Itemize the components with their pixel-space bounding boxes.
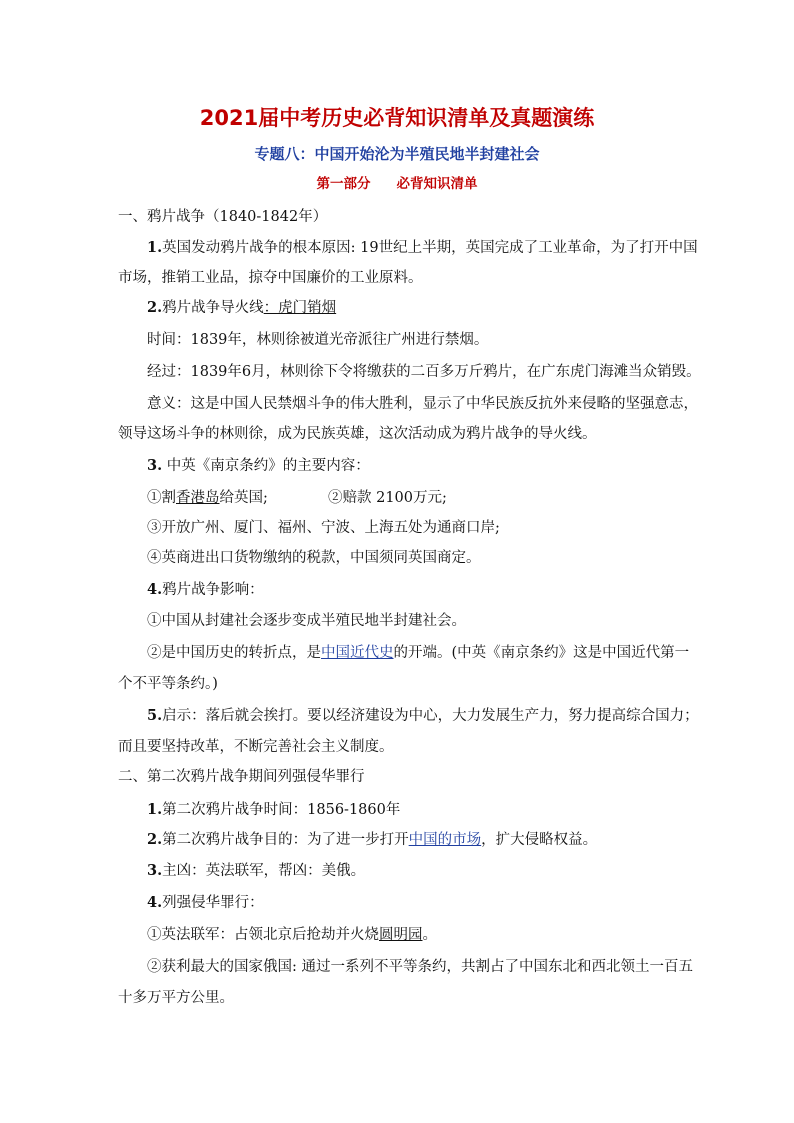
time-line: 时间：1839年，林则徐被道光帝派往广州进行禁烟。: [147, 332, 489, 348]
humen-link[interactable]: ：虎门销烟: [263, 300, 337, 316]
point-text: 列强侵华罪行：: [162, 895, 264, 911]
treaty-item-1: ①割香港岛给英国;: [147, 490, 268, 506]
treaty-item-2: ②赔款 2100万元;: [328, 490, 447, 506]
point-1-line-1: [147, 238, 698, 258]
point-3: [147, 456, 370, 476]
document-title: 2021届中考历史必背知识清单及真题演练: [199, 106, 595, 130]
part-label: 第一部分: [316, 176, 371, 192]
point-number: 4.: [147, 894, 163, 911]
point-number: 1.: [147, 239, 163, 256]
point-number: 1.: [147, 801, 163, 818]
point-number: 2.: [147, 831, 163, 848]
part-heading: [0, 175, 794, 193]
treaty-item-4: ④英商进出口货物缴纳的税款，中国须同英国商定。: [147, 550, 481, 566]
point-5-line-2: 而且要坚持改革，不断完善社会主义制度。: [118, 739, 394, 755]
point-2: [147, 298, 336, 318]
point-text: 英国发动鸦片战争的根本原因: 19世纪上半期，英国完成了工业革命，为了打开中国: [162, 240, 698, 256]
point-text: 第二次鸦片战争时间：1856-1860年: [162, 802, 401, 818]
modern-history-link[interactable]: 中国近代史: [321, 645, 394, 661]
yuanmingyuan-link[interactable]: 圆明园: [379, 927, 423, 943]
part-name: 必背知识清单: [396, 176, 478, 192]
point-text: 鸦片战争影响：: [162, 582, 264, 598]
point-4: [147, 580, 264, 600]
s2-point-3: [147, 861, 365, 881]
significance-line-1: 意义：这是中国人民禁烟斗争的伟大胜利，显示了中华民族反抗外来侵略的坚强意志，: [147, 396, 698, 412]
s2-point-2: 2.第二次鸦片战争目的：为了进一步打开中国的市场，扩大侵略权益。: [147, 831, 598, 848]
s2-point-1: [147, 800, 400, 820]
point-number: 2.: [147, 299, 163, 316]
treaty-item-3: ③开放广州、厦门、福州、宁波、上海五处为通商口岸;: [147, 520, 500, 536]
point-number: 3.: [147, 457, 163, 474]
significance-line-2: 领导这场斗争的林则徐，成为民族英雄，这次活动成为鸦片战争的导火线。: [118, 426, 597, 442]
point-number: 3.: [147, 862, 163, 879]
crime-1: ①英法联军：占领北京后抢劫并火烧圆明园。: [147, 927, 437, 943]
point-text: 主凶：英法联军，帮凶：美俄。: [162, 863, 366, 879]
crime-2-line-1: ②获利最大的国家俄国: 通过一系列不平等条约，共割占了中国东北和西北领土一百五: [147, 959, 693, 975]
effect-2-line-1: ②是中国历史的转折点，是中国近代史的开端。(中英《南京条约》这是中国近代第一: [147, 645, 690, 661]
china-market-link[interactable]: 中国的市场: [408, 832, 482, 848]
topic-subtitle: 专题八：中国开始沦为半殖民地半封建社会: [254, 145, 540, 163]
point-5-line-1: [147, 706, 699, 726]
point-number: 4.: [147, 581, 163, 598]
point-1-line-2: 市场，推销工业品，掠夺中国廉价的工业原料。: [118, 270, 423, 286]
point-text: 中英《南京条约》的主要内容：: [162, 458, 370, 474]
crime-2-line-2: 十多万平方公里。: [118, 990, 234, 1006]
effect-2-line-2: 个不平等条约。): [118, 676, 218, 692]
section-1-heading: 一、鸦片战争（1840-1842年）: [118, 209, 328, 225]
point-text: 鸦片战争导火线: [162, 300, 264, 316]
point-text: 启示：落后就会挨打。要以经济建设为中心，大力发展生产力，努力提高综合国力；: [162, 708, 699, 724]
s2-point-4: [147, 893, 264, 913]
hongkong-link[interactable]: 香港岛: [176, 490, 220, 506]
effect-1: ①中国从封建社会逐步变成半殖民地半封建社会。: [147, 613, 466, 629]
section-2-heading: 二、第二次鸦片战争期间列强侵华罪行: [118, 769, 365, 785]
process-line: 经过：1839年6月，林则徐下令将缴获的二百多万斤鸦片，在广东虎门海滩当众销毁。: [147, 364, 701, 380]
point-number: 5.: [147, 707, 163, 724]
